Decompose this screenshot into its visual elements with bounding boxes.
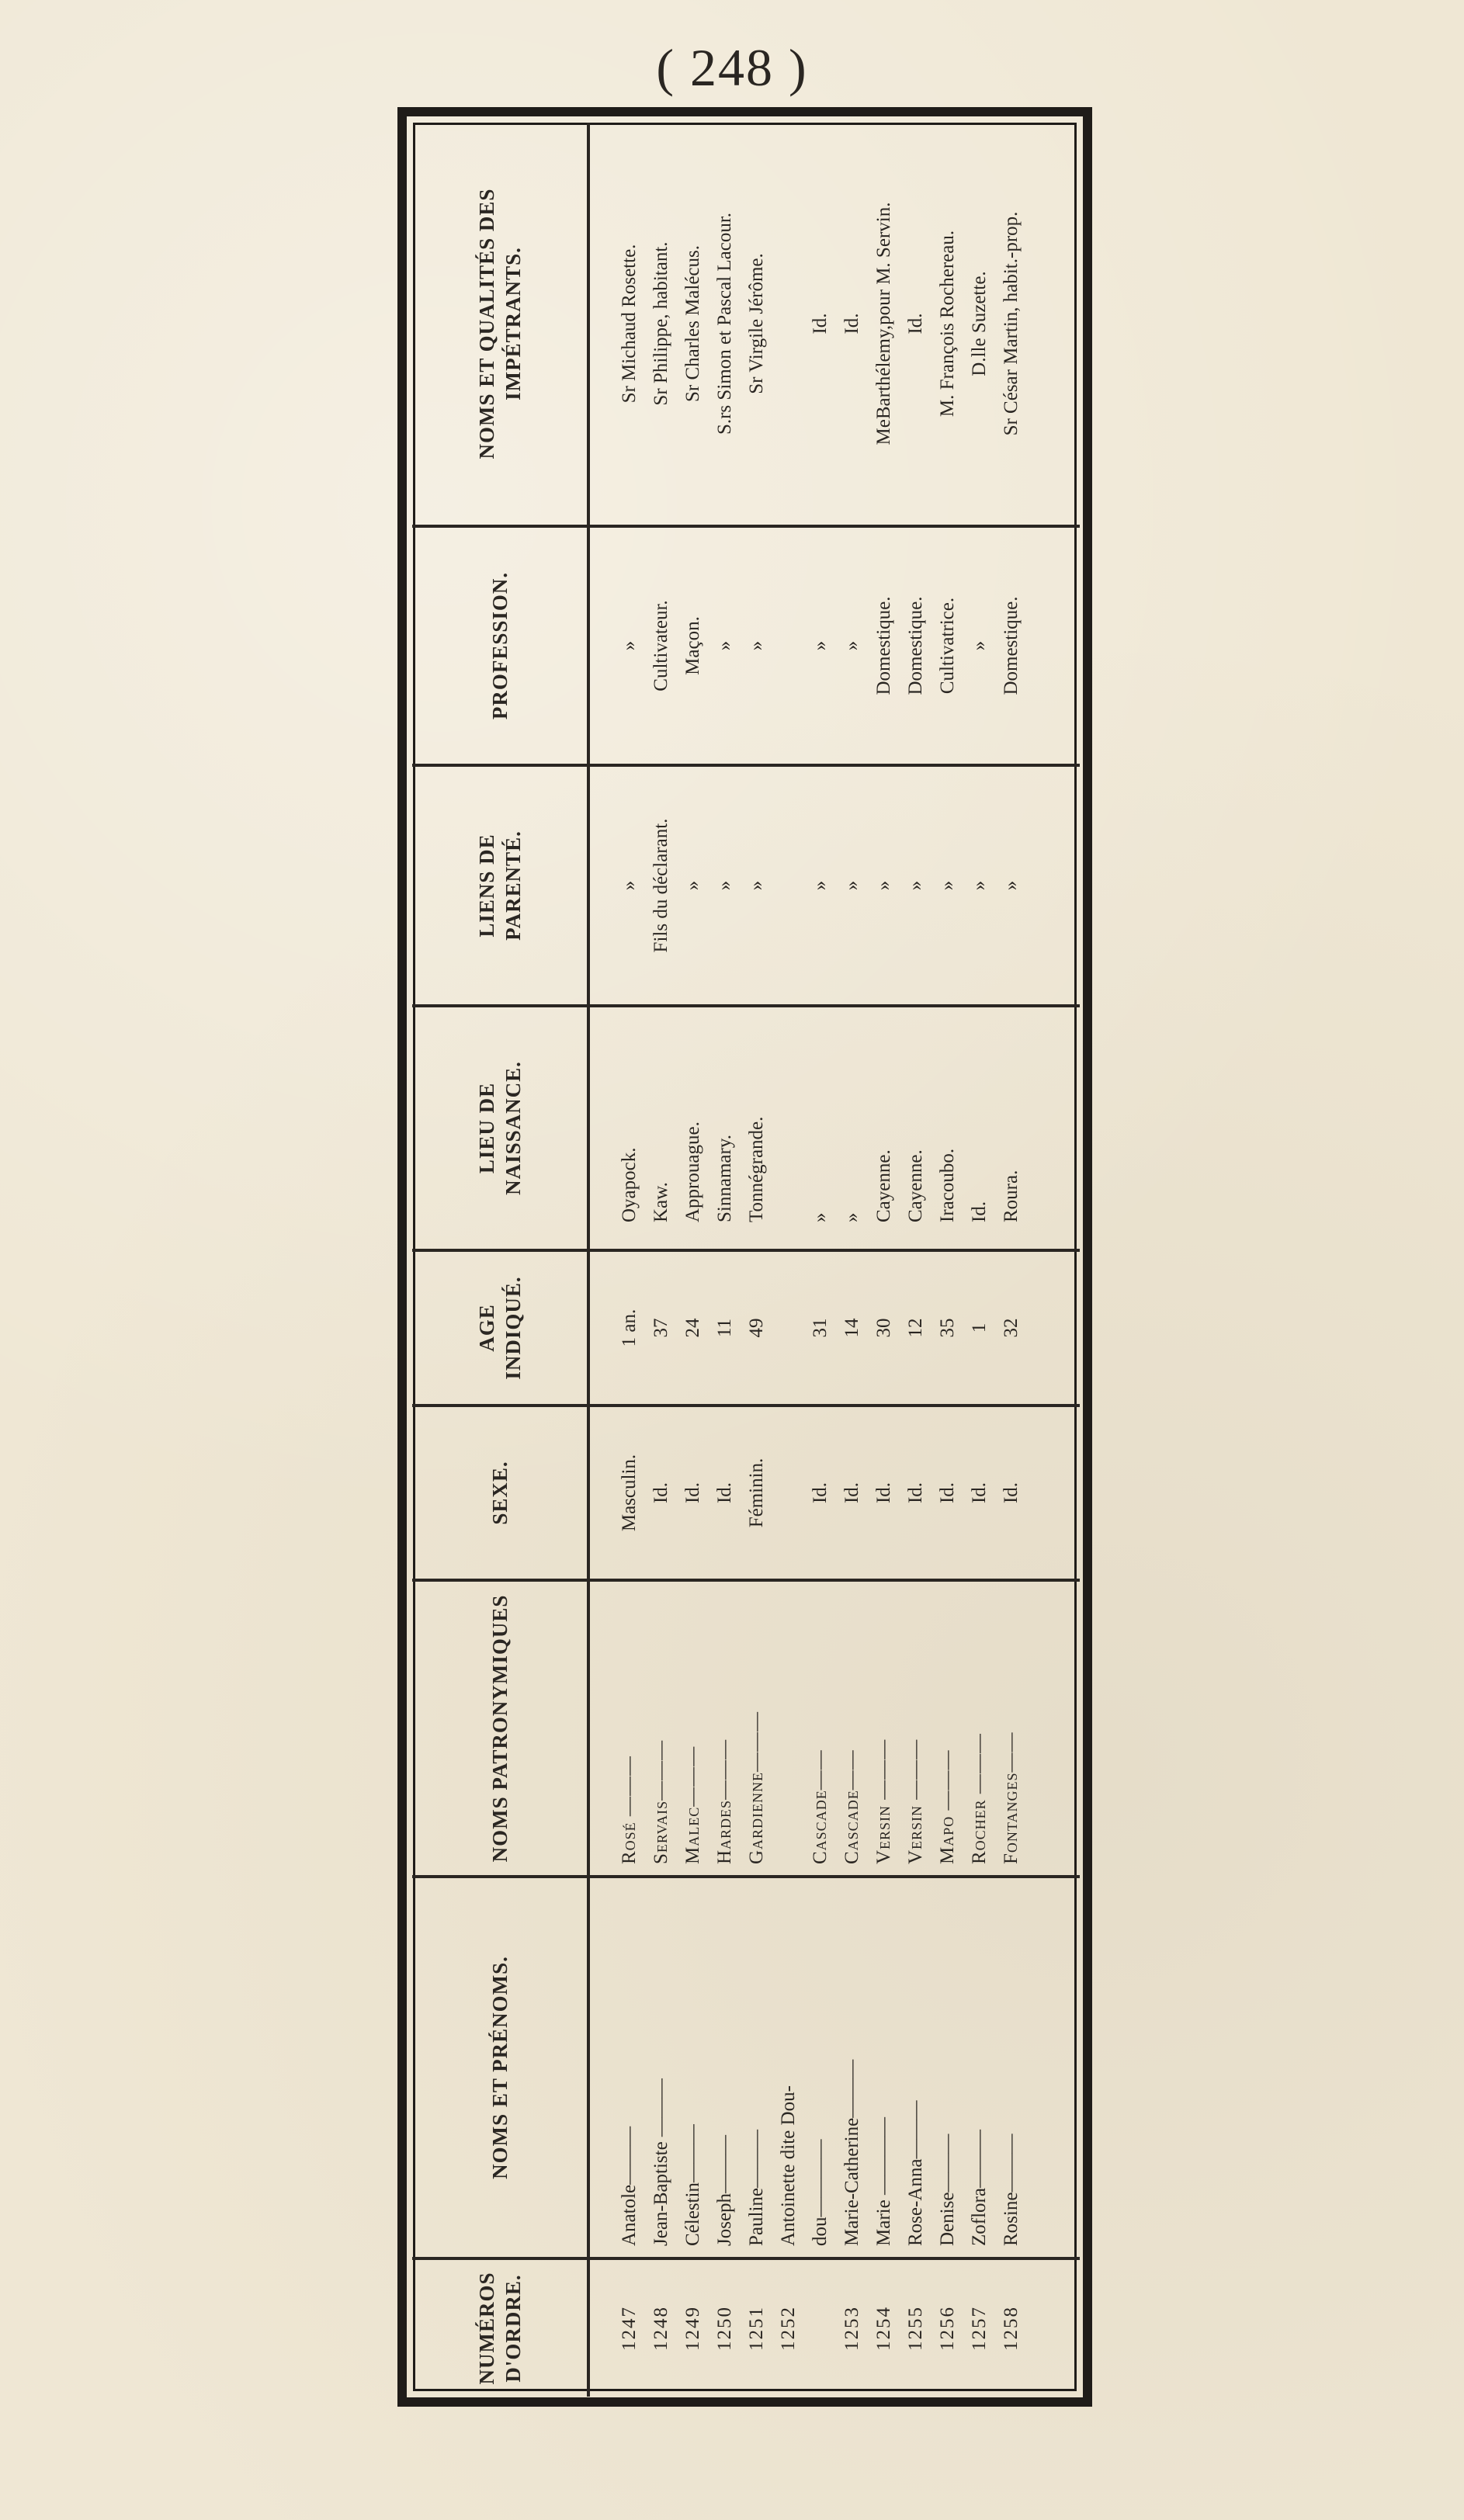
cell-patronymic: Gardienne———: [746, 1711, 767, 1864]
cell-name: Célestin———: [682, 2124, 703, 2246]
header-sexe: SEXE.: [412, 1406, 588, 1580]
cell-age: 30: [873, 1318, 894, 1338]
cell-age: 35: [937, 1318, 958, 1338]
cell-age: 31: [810, 1318, 831, 1338]
header-liens-parente: LIENS DE PARENTÉ.: [412, 765, 588, 1006]
cell-impetrants: M. François Rochereau.: [937, 230, 958, 418]
cell-profession: Cultivatrice.: [937, 597, 958, 695]
cell-sex: Masculin.: [619, 1454, 640, 1532]
header-age: AGE INDIQUÉ.: [412, 1250, 588, 1406]
cell-birthplace: Roura.: [1001, 1170, 1022, 1222]
cell-kinship: »: [969, 880, 990, 891]
cell-num: 1257: [969, 2306, 990, 2351]
cell-age: 14: [841, 1318, 862, 1338]
column-age: [588, 1250, 1080, 1406]
cell-patronymic: Cascade——: [841, 1749, 862, 1864]
cell-impetrants: Sr César Martin, habit.-prop.: [1001, 211, 1022, 436]
cell-name: dou————: [810, 2139, 831, 2246]
cell-profession: »: [746, 640, 767, 651]
rotated-register-table: [412, 123, 1080, 2397]
cell-impetrants: Sr Michaud Rosette.: [619, 244, 640, 404]
cell-profession: »: [810, 640, 831, 651]
cell-kinship: »: [714, 880, 735, 891]
cell-birthplace: Sinnamary.: [714, 1135, 735, 1222]
cell-birthplace: [772, 1018, 804, 1238]
cell-birthplace: Tonnégrande.: [746, 1116, 767, 1222]
cell-birthplace: Approuague.: [682, 1121, 703, 1222]
cell-patronymic: Servais———: [650, 1739, 671, 1864]
register-table: [412, 123, 1080, 2397]
table-header-row: [412, 123, 588, 2397]
cell-age: 37: [650, 1318, 671, 1338]
cell-birthplace: Kaw.: [650, 1182, 671, 1222]
cell-kinship: [772, 778, 804, 993]
cell-profession: »: [969, 640, 990, 651]
cell-kinship: »: [619, 880, 640, 891]
cell-patronymic: Versin ———: [905, 1738, 926, 1864]
cell-sex: Id.: [873, 1482, 894, 1504]
page-number: ( 248 ): [656, 38, 808, 97]
header-lieu-naissance: LIEU DE NAISSANCE.: [412, 1006, 588, 1250]
cell-impetrants: Id.: [841, 313, 862, 334]
cell-name: Zoflora———: [969, 2130, 990, 2246]
cell-patronymic: Rocher ———: [969, 1733, 990, 1864]
cell-num: 1249: [682, 2306, 703, 2351]
cell-num: 1254: [873, 2306, 894, 2351]
table-body-row: [588, 123, 1080, 2397]
cell-sex: Id.: [682, 1482, 703, 1504]
cell-impetrants: [772, 133, 804, 514]
cell-sex: Id.: [810, 1482, 831, 1504]
cell-name: Denise———: [937, 2134, 958, 2246]
cell-num: 1247: [619, 2306, 640, 2351]
cell-patronymic: Mapo ———: [937, 1749, 958, 1864]
cell-sex: Id.: [1001, 1482, 1022, 1504]
cell-profession: [772, 539, 804, 753]
cell-name: Pauline———: [746, 2130, 767, 2246]
cell-kinship: »: [841, 880, 862, 891]
header-noms-prenoms: NOMS ET PRÉNOMS.: [412, 1877, 588, 2258]
cell-impetrants: Sr Philippe, habitant.: [650, 241, 671, 406]
cell-patronymic: Cascade——: [810, 1749, 831, 1864]
cell-sex: [772, 1418, 804, 1568]
cell-birthplace: Iracoubo.: [937, 1148, 958, 1222]
cell-profession: Domestique.: [1001, 596, 1022, 695]
cell-kinship: »: [746, 880, 767, 891]
cell-age: 49: [746, 1318, 767, 1338]
cell-kinship: »: [905, 880, 926, 891]
cell-age: 32: [1001, 1318, 1022, 1338]
cell-num: 1256: [937, 2306, 958, 2351]
cell-age: 11: [714, 1318, 735, 1338]
cell-age: 24: [682, 1318, 703, 1338]
header-impetrants: NOMS ET QUALITÉS DES IMPÉTRANTS.: [412, 123, 588, 526]
cell-profession: Domestique.: [905, 596, 926, 695]
cell-birthplace: Cayenne.: [873, 1149, 894, 1222]
cell-impetrants: Sr Virgile Jérôme.: [746, 253, 767, 394]
cell-patronymic: Rosé ———: [619, 1756, 640, 1864]
cell-impetrants: Id.: [905, 313, 926, 334]
column-noms-patronymiques: [588, 1580, 1080, 1877]
cell-impetrants: MeBarthélemy,pour M. Servin.: [873, 202, 894, 445]
column-impetrants: [588, 123, 1080, 526]
cell-impetrants: Id.: [810, 313, 831, 334]
cell-patronymic: Versin ———: [873, 1738, 894, 1864]
cell-sex: Id.: [650, 1482, 671, 1504]
cell-kinship: »: [1001, 880, 1022, 891]
cell-kinship: »: [937, 880, 958, 891]
cell-sex: Id.: [905, 1482, 926, 1504]
cell-kinship: »: [810, 880, 831, 891]
cell-num: 1253: [841, 2306, 862, 2351]
cell-name: Joseph———: [714, 2134, 735, 2246]
cell-sex: Id.: [841, 1482, 862, 1504]
cell-num: 1258: [1001, 2306, 1022, 2351]
column-noms-prenoms: [588, 1877, 1080, 2258]
cell-kinship: Fils du déclarant.: [650, 818, 671, 953]
cell-profession: »: [619, 640, 640, 651]
column-sexe: [588, 1406, 1080, 1580]
cell-profession: Maçon.: [682, 616, 703, 675]
cell-impetrants: S.rs Simon et Pascal Lacour.: [714, 212, 735, 435]
cell-patronymic: Fontanges——: [1001, 1731, 1022, 1864]
cell-num: 1250: [714, 2306, 735, 2351]
cell-age: 12: [905, 1318, 926, 1338]
cell-name: Antoinette dite Dou-: [778, 2085, 799, 2246]
cell-sex: Féminin.: [746, 1458, 767, 1528]
cell-age: [772, 1263, 804, 1393]
cell-birthplace: Oyapock.: [619, 1147, 640, 1222]
cell-num: 1248: [650, 2306, 671, 2351]
cell-name: Marie-Catherine———: [841, 2059, 862, 2246]
cell-impetrants: D.lle Suzette.: [969, 271, 990, 376]
column-liens-parente: [588, 765, 1080, 1006]
cell-num: 1255: [905, 2306, 926, 2351]
cell-profession: Cultivateur.: [650, 600, 671, 692]
cell-birthplace: Id.: [969, 1201, 990, 1222]
cell-name: Rose-Anna———: [905, 2100, 926, 2246]
cell-birthplace: Cayenne.: [905, 1149, 926, 1222]
cell-num: [804, 2271, 836, 2386]
cell-name: Rosine———: [1001, 2134, 1022, 2246]
cell-kinship: »: [873, 880, 894, 891]
cell-num: 1252: [778, 2306, 799, 2351]
header-noms-patronymiques: NOMS PATRONYMIQUES: [412, 1580, 588, 1877]
cell-name: Jean-Baptiste ———: [650, 2078, 671, 2246]
cell-profession: »: [841, 640, 862, 651]
cell-num: 1251: [746, 2306, 767, 2351]
column-profession: [588, 526, 1080, 765]
column-numeros: [588, 2258, 1080, 2397]
cell-name: Marie ————: [873, 2117, 894, 2246]
cell-name: Anatole———: [619, 2126, 640, 2246]
cell-patronymic: [772, 1593, 804, 1864]
column-lieu-naissance: [588, 1006, 1080, 1250]
cell-patronymic: Hardes———: [714, 1738, 735, 1864]
cell-sex: Id.: [969, 1482, 990, 1504]
header-numeros: NUMÉROS D'ORDRE.: [412, 2258, 588, 2397]
cell-profession: »: [714, 640, 735, 651]
cell-birthplace: »: [841, 1212, 862, 1222]
cell-impetrants: Sr Charles Malécus.: [682, 244, 703, 403]
cell-patronymic: Malec———: [682, 1745, 703, 1864]
cell-birthplace: »: [810, 1212, 831, 1222]
cell-profession: Domestique.: [873, 596, 894, 695]
header-profession: PROFESSION.: [412, 526, 588, 765]
cell-sex: Id.: [714, 1482, 735, 1504]
cell-age: 1 an.: [619, 1309, 640, 1347]
cell-kinship: »: [682, 880, 703, 891]
cell-sex: Id.: [937, 1482, 958, 1504]
cell-age: 1: [969, 1322, 990, 1333]
